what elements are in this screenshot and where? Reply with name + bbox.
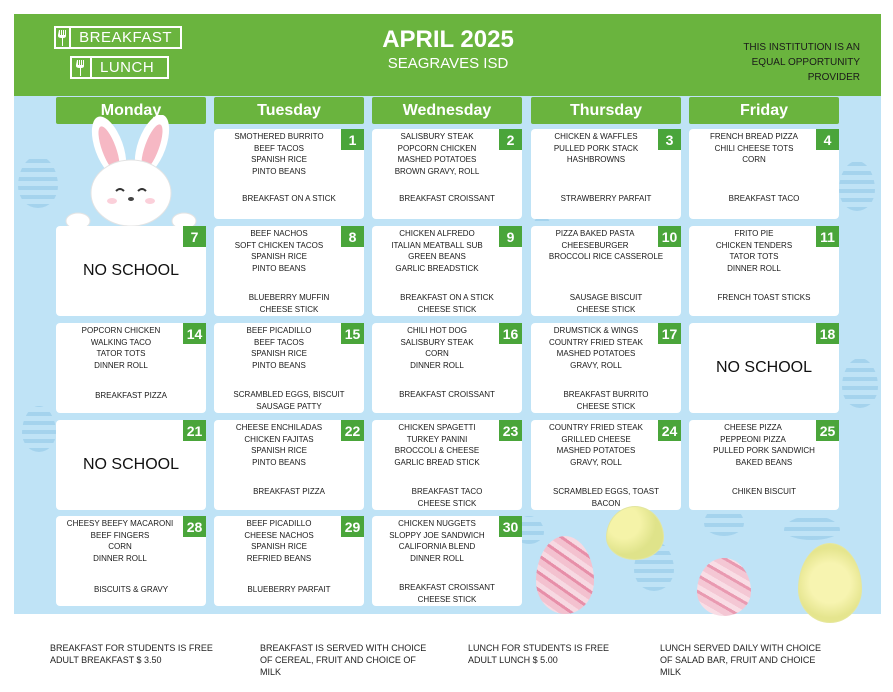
date-number: 24 [658,420,681,441]
date-number: 29 [341,516,364,537]
date-number: 3 [658,129,681,150]
lunch-item: POPCORN CHICKEN [81,326,161,335]
lunch-menu [60,518,202,564]
lunch-item: PINTO BEANS [252,166,306,176]
breakfast-item: CHEESE STICK [417,304,477,314]
lunch-item: BROCCOLI & CHEESE [394,446,480,455]
day-cell-9 [372,226,522,316]
lunch-menu [535,325,657,371]
lunch-item: SPANISH RICE [251,446,307,455]
breakfast-item: BLUEBERRY PARFAIT [247,585,331,594]
lunch-item: CHEESE ENCHILADAS [235,423,323,432]
background-egg [842,358,878,408]
lunch-item: PINTO BEANS [252,360,306,370]
lunch-menu [376,131,498,177]
lunch-item: BEEF TACOS [254,143,304,153]
lunch-item: DINNER ROLL [410,360,464,370]
lunch-item: PINTO BEANS [252,457,306,467]
lunch-item: GRAVY, ROLL [570,360,622,370]
lunch-item: SMOTHERED BURRITO [234,132,324,141]
lunch-item: PEPPEONI PIZZA [720,434,786,444]
lunch-item: REFRIED BEANS [246,553,312,563]
breakfast-menu [376,193,518,205]
lunch-menu [535,228,677,263]
breakfast-menu [218,584,360,596]
lunch-item: TATOR TOTS [96,349,146,358]
breakfast-menu [535,389,677,412]
day-cell-22 [214,420,364,510]
fork-icon [56,28,69,47]
breakfast-item: BREAKFAST CROISSANT [399,583,495,592]
lunch-item: GARLIC BREADSTICK [395,263,479,273]
breakfast-menu [218,193,360,205]
lunch-item: SPANISH RICE [251,542,307,551]
lunch-item: MASHED POTATOES [556,349,636,358]
legend-lunch [70,56,169,79]
lunch-item: MASHED POTATOES [556,446,636,455]
lunch-item: GARLIC BREAD STICK [394,457,480,467]
lunch-item: PULLED PORK STACK [553,143,639,153]
breakfast-price-note [50,642,250,666]
breakfast-menu [218,292,360,315]
date-number: 17 [658,323,681,344]
note-line: LUNCH SERVED DAILY WITH CHOICE [660,643,822,653]
lunch-item: DINNER ROLL [727,263,781,273]
breakfast-item: FRENCH TOAST STICKS [717,293,811,302]
lunch-item: BEEF PICADILLO [246,519,312,528]
day-cell-25 [689,420,839,510]
breakfast-menu [218,486,360,498]
breakfast-item: BACON [591,498,621,508]
date-number: 16 [499,323,522,344]
breakfast-item: STRAWBERRY PARFAIT [560,194,652,203]
day-cell-24 [531,420,681,510]
date-number: 14 [183,323,206,344]
lunch-item: WALKING TACO [90,337,152,347]
breakfast-item: BREAKFAST CROISSANT [399,390,495,399]
date-number: 22 [341,420,364,441]
date-number: 21 [183,420,206,441]
lunch-item: GRILLED CHEESE [561,434,631,444]
background-egg [22,406,56,452]
district-name: SEAGRAVES ISD [387,55,509,72]
lunch-item: BEEF FINGERS [90,530,150,540]
breakfast-menu [693,193,835,205]
lunch-item: CHILI HOT DOG [407,326,467,335]
background-egg [704,506,744,536]
lunch-item: COUNTRY FRIED STEAK [549,423,643,432]
lunch-item: CHICKEN & WAFFLES [554,132,638,141]
lunch-item: SPANISH RICE [251,252,307,261]
breakfast-item: BREAKFAST PIZZA [253,487,325,496]
lunch-item: ITALIAN MEATBALL SUB [391,240,483,250]
date-number: 28 [183,516,206,537]
day-cell-8 [214,226,364,316]
date-number: 1 [341,129,364,150]
lunch-item: CHICKEN SPAGETTI [398,423,476,432]
breakfast-choice-note [260,642,460,678]
lunch-menu [535,131,657,166]
day-header-thursday: Thursday [531,97,681,124]
eeo-line: EQUAL OPPORTUNITY [751,57,860,68]
date-number: 25 [816,420,839,441]
note-line: OF CEREAL, FRUIT AND CHOICE OF [260,655,416,665]
legend-breakfast-label: BREAKFAST [69,28,180,47]
breakfast-item: SCRAMBLED EGGS, BISCUIT [233,390,345,399]
note-line: LUNCH FOR STUDENTS IS FREE [468,643,610,653]
lunch-menu [376,325,498,371]
day-cell-16 [372,323,522,413]
lunch-item: DINNER ROLL [410,553,464,563]
day-cell-18 [689,323,839,413]
breakfast-item: SCRAMBLED EGGS, TOAST [553,487,659,496]
lunch-item: BEEF NACHOS [250,229,308,238]
day-cell-21 [56,420,206,510]
lunch-item: FRITO PIE [734,229,774,238]
lunch-item: MASHED POTATOES [397,155,477,164]
lunch-menu [535,422,657,468]
lunch-menu [218,422,340,468]
lunch-item: BROCCOLI RICE CASSEROLE [548,252,664,261]
day-cell-3 [531,129,681,219]
lunch-item: TATOR TOTS [729,252,779,261]
day-cell-17 [531,323,681,413]
lunch-item: SPANISH RICE [251,349,307,358]
lunch-item: CHILI CHEESE TOTS [714,143,794,153]
note-line: MILK [660,667,682,677]
day-cell-14 [56,323,206,413]
lunch-item: SPANISH RICE [251,155,307,164]
page-title: APRIL 2025 [382,26,514,53]
easter-egg-decoration [606,506,664,560]
day-cell-10 [531,226,681,316]
breakfast-item: SAUSAGE BISCUIT [569,293,643,302]
lunch-menu [693,422,835,468]
breakfast-menu [693,486,835,498]
lunch-menu [218,325,340,371]
lunch-menu [376,422,498,468]
day-cell-23 [372,420,522,510]
breakfast-item: BLUEBERRY MUFFIN [248,293,330,302]
legend-lunch-label: LUNCH [90,58,162,77]
breakfast-menu [535,486,677,509]
note-line: BREAKFAST IS SERVED WITH CHOICE [260,643,427,653]
lunch-item: CHICKEN TENDERS [715,240,793,250]
lunch-item: COUNTRY FRIED STEAK [549,337,643,347]
breakfast-menu [60,390,202,402]
background-egg [18,156,58,208]
bunny-illustration [64,115,199,230]
background-egg [839,161,875,211]
lunch-item: CHEESE NACHOS [244,530,314,540]
date-number: 4 [816,129,839,150]
breakfast-item: BREAKFAST TACO [728,194,800,203]
date-number: 23 [499,420,522,441]
lunch-item: DRUMSTICK & WINGS [553,326,639,335]
day-header-wednesday: Wednesday [372,97,522,124]
day-cell-15 [214,323,364,413]
breakfast-item: CHEESE STICK [417,594,477,604]
breakfast-menu [60,584,202,596]
lunch-item: CHEESE PIZZA [724,423,782,432]
lunch-menu [376,228,498,274]
breakfast-item: BREAKFAST PIZZA [95,391,167,400]
eeo-line: THIS INSTITUTION IS AN [743,42,860,53]
date-number: 11 [816,226,839,247]
note-line: ADULT LUNCH $ 5.00 [468,655,558,665]
date-number: 10 [658,226,681,247]
note-line: BREAKFAST FOR STUDENTS IS FREE [50,643,213,653]
breakfast-menu [376,582,518,605]
lunch-item: HASHBROWNS [566,155,626,164]
breakfast-item: BREAKFAST ON A STICK [242,194,336,203]
breakfast-item: BREAKFAST BURRITO [563,390,649,399]
breakfast-item: BREAKFAST CROISSANT [399,194,495,203]
lunch-item: SLOPPY JOE SANDWICH [389,530,485,540]
fork-icon [72,58,90,77]
breakfast-menu [376,389,518,401]
lunch-item: BEEF TACOS [254,337,304,347]
no-school-label: NO SCHOOL [715,359,812,376]
breakfast-menu [693,292,835,304]
lunch-item: FRENCH BREAD PIZZA [709,132,798,141]
lunch-item: PIZZA BAKED PASTA [555,229,635,238]
lunch-item: CORN [742,155,766,164]
day-cell-2 [372,129,522,219]
date-number: 7 [183,226,206,247]
lunch-item: CHICKEN NUGGETS [398,519,476,528]
lunch-item: SALISBURY STEAK [400,132,474,141]
breakfast-item: CHEESE STICK [259,304,319,314]
breakfast-menu [218,389,360,412]
day-cell-28 [56,516,206,606]
breakfast-menu [535,193,677,205]
breakfast-item: CHEESE STICK [417,498,477,508]
lunch-menu [693,228,815,274]
day-cell-1 [214,129,364,219]
no-school-label: NO SCHOOL [82,456,179,473]
breakfast-item: BREAKFAST ON A STICK [400,293,494,302]
breakfast-item: SAUSAGE PATTY [256,401,322,411]
breakfast-menu [376,292,518,315]
date-number: 18 [816,323,839,344]
legend-breakfast [54,26,182,49]
lunch-item: CALIFORNIA BLEND [398,542,476,551]
lunch-item: CHICKEN FAJITAS [244,434,314,444]
breakfast-item: CHEESE STICK [576,304,636,314]
breakfast-item: CHIKEN BISCUIT [731,487,796,496]
lunch-item: BEEF PICADILLO [246,326,312,335]
eeo-line: PROVIDER [807,72,860,83]
lunch-item: POPCORN CHICKEN [397,143,477,153]
breakfast-item: BREAKFAST TACO [411,487,483,496]
lunch-item: PULLED PORK SANDWICH [713,446,815,455]
breakfast-menu [535,292,677,315]
day-header-monday: Monday [56,97,206,124]
no-school-label: NO SCHOOL [82,262,179,279]
breakfast-item: BISCUITS & GRAVY [93,585,169,594]
background-egg [784,516,840,540]
day-cell-29 [214,516,364,606]
eeo-statement [700,40,860,85]
lunch-item: SOFT CHICKEN TACOS [234,240,324,250]
date-number: 15 [341,323,364,344]
breakfast-menu [376,486,518,509]
lunch-menu [218,228,340,274]
note-line: OF SALAD BAR, FRUIT AND CHOICE [660,655,816,665]
note-line: ADULT BREAKFAST $ 3.50 [50,655,162,665]
lunch-item: CHEESEBURGER [561,240,629,250]
date-number: 8 [341,226,364,247]
lunch-item: BROWN GRAVY, ROLL [394,166,480,176]
lunch-item: GRAVY, ROLL [570,457,622,467]
date-number: 30 [499,516,522,537]
lunch-item: CHEESY BEEFY MACARONI [66,519,174,528]
lunch-item: TURKEY PANINI [406,434,468,444]
lunch-menu [60,325,182,371]
day-header-friday: Friday [689,97,839,124]
day-cell-4 [689,129,839,219]
lunch-item: PINTO BEANS [252,263,306,273]
lunch-item: CHICKEN ALFREDO [399,229,475,238]
note-line: MILK [260,667,282,677]
breakfast-item: CHEESE STICK [576,401,636,411]
day-cell-7 [56,226,206,316]
lunch-item: GREEN BEANS [408,252,466,261]
day-cell-30 [372,516,522,606]
lunch-item: SALISBURY STEAK [400,337,474,347]
lunch-menu [693,131,815,166]
lunch-menu [376,518,498,564]
lunch-menu [218,518,340,564]
lunch-item: DINNER ROLL [94,360,148,370]
date-number: 9 [499,226,522,247]
day-cell-11 [689,226,839,316]
lunch-item: BAKED BEANS [735,457,793,467]
lunch-choice-note [660,642,860,678]
lunch-item: CORN [108,542,132,551]
lunch-price-note [468,642,648,666]
easter-egg-decoration [697,558,751,616]
lunch-item: CORN [425,349,449,358]
lunch-menu [218,131,340,177]
date-number: 2 [499,129,522,150]
lunch-item: DINNER ROLL [93,553,147,563]
day-header-tuesday: Tuesday [214,97,364,124]
